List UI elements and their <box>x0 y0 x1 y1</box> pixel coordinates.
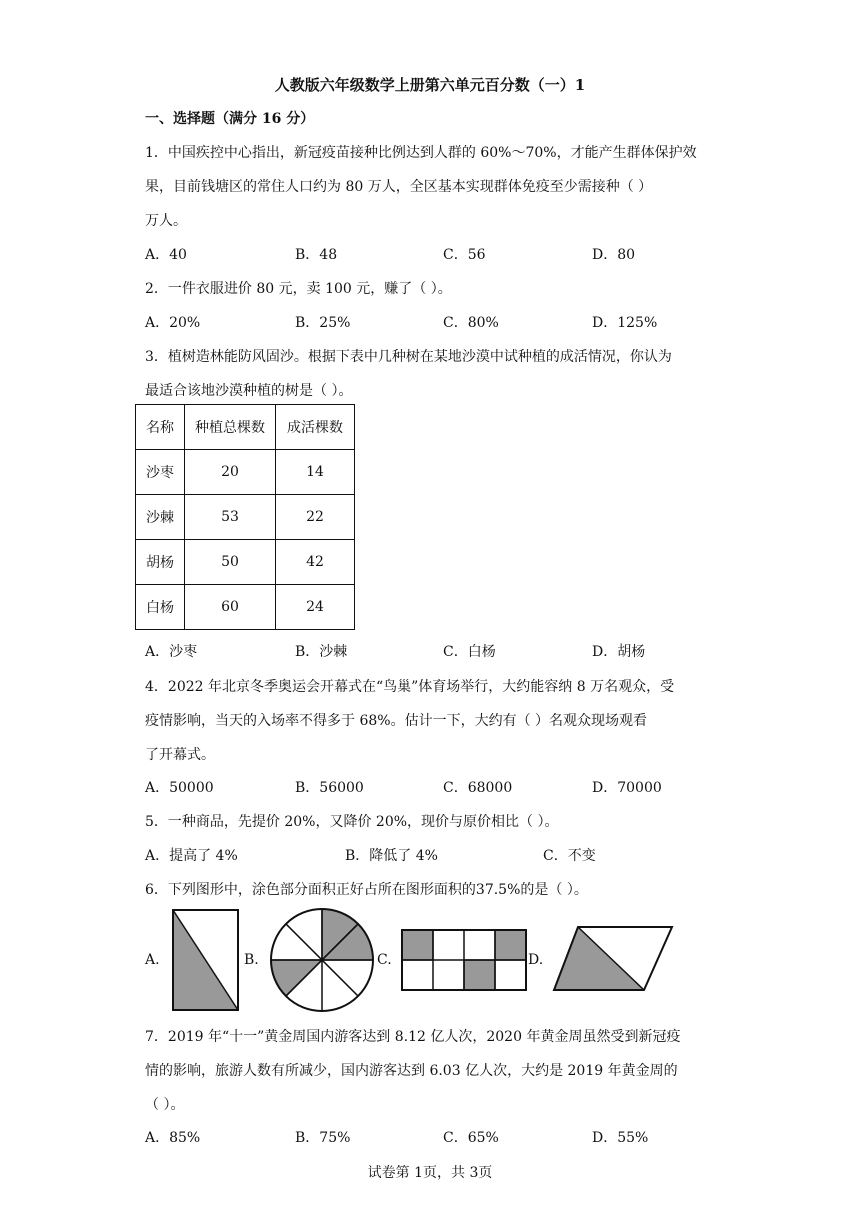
table-row <box>136 450 355 495</box>
q2-line-1: 2．一件衣服进价 80 元，卖 100 元，赚了（ ）。 <box>145 281 452 297</box>
q7-line-1: 7．2019 年“十一”黄金周国内游客达到 8.12 亿人次，2020 年黄金周虽然受到新冠疫 <box>145 1029 681 1045</box>
q4-option-b[interactable]: B．56000 <box>295 780 364 796</box>
q4-line-1: 4．2022 年北京冬季奥运会开幕式在“鸟巢”体育场举行，大约能容纳 8 万名观众，受 <box>145 679 675 695</box>
section-heading: 一、选择题（满分 16 分） <box>145 111 315 127</box>
table-header-cell: 成活棵数 <box>276 405 355 450</box>
table-cell: 53 <box>185 495 276 540</box>
q4-option-c[interactable]: C．68000 <box>443 780 513 796</box>
q1-option-d[interactable]: D．80 <box>592 247 636 263</box>
q7-option-a[interactable]: A．85% <box>145 1130 201 1146</box>
q1-line-2: 果，目前钱塘区的常住人口约为 80 万人，全区基本实现群体免疫至少需接种（ ） <box>145 179 653 195</box>
table-cell: 20 <box>185 450 276 495</box>
q3-options <box>145 641 745 661</box>
table-cell: 50 <box>185 540 276 585</box>
q7-options <box>145 1127 745 1147</box>
table-cell: 24 <box>276 585 355 630</box>
q6-label-b[interactable]: B. <box>244 952 259 968</box>
survival-table <box>135 404 355 630</box>
q1-option-b[interactable]: B．48 <box>295 247 338 263</box>
figure-c-grid[interactable] <box>400 928 528 992</box>
q2-option-a[interactable]: A．20% <box>145 315 201 331</box>
q7-option-b[interactable]: B．75% <box>295 1130 351 1146</box>
q1-line-1: 1．中国疾控中心指出，新冠疫苗接种比例达到人群的 60%～70%，才能产生群体保护效 <box>145 145 697 161</box>
q2-option-d[interactable]: D．125% <box>592 315 658 331</box>
page-title: 人教版六年级数学上册第六单元百分数（一）1 <box>274 76 586 94</box>
q1-line-3: 万人。 <box>145 213 187 229</box>
table-cell: 沙枣 <box>136 450 185 495</box>
q7-option-d[interactable]: D．55% <box>592 1130 649 1146</box>
q6-label-a[interactable]: A. <box>145 952 160 968</box>
figure-a-rectangle[interactable] <box>170 907 242 1013</box>
table-header-cell: 种植总棵数 <box>185 405 276 450</box>
q4-option-a[interactable]: A．50000 <box>145 780 214 796</box>
q5-option-a[interactable]: A．提高了 4% <box>145 848 238 864</box>
q2-options <box>145 312 745 332</box>
figure-d-parallelogram[interactable] <box>552 924 676 994</box>
table-header-cell: 名称 <box>136 405 185 450</box>
q7-option-c[interactable]: C．65% <box>443 1130 499 1146</box>
q7-line-3: （ ）。 <box>145 1097 185 1113</box>
q4-options <box>145 777 745 797</box>
q6-label-c[interactable]: C. <box>377 952 392 968</box>
q1-option-a[interactable]: A．40 <box>145 247 187 263</box>
table-cell: 白杨 <box>136 585 185 630</box>
q3-option-d[interactable]: D．胡杨 <box>592 644 646 660</box>
table-row <box>136 495 355 540</box>
figure-b-circle[interactable] <box>268 906 376 1014</box>
q3-line-2: 最适合该地沙漠种植的树是（ ）。 <box>145 383 353 399</box>
q2-option-b[interactable]: B．25% <box>295 315 351 331</box>
q4-line-2: 疫情影响，当天的入场率不得多于 68%。估计一下，大约有（ ）名观众现场观看 <box>145 713 648 729</box>
q6-label-d[interactable]: D. <box>528 952 544 968</box>
q4-option-d[interactable]: D．70000 <box>592 780 662 796</box>
figure-b-shaded-sector <box>271 960 322 996</box>
table-header-row <box>136 405 355 450</box>
q3-option-c[interactable]: C．白杨 <box>443 644 496 660</box>
table-cell: 沙棘 <box>136 495 185 540</box>
q5-option-c[interactable]: C．不变 <box>543 848 596 864</box>
table-row <box>136 585 355 630</box>
table-cell: 14 <box>276 450 355 495</box>
q1-option-c[interactable]: C．56 <box>443 247 486 263</box>
table-cell: 42 <box>276 540 355 585</box>
table-cell: 60 <box>185 585 276 630</box>
q7-line-2: 情的影响，旅游人数有所减少，国内游客达到 6.03 亿人次，大约是 2019 年黄金周的 <box>145 1063 678 1079</box>
q3-option-a[interactable]: A．沙枣 <box>145 644 198 660</box>
table-cell: 22 <box>276 495 355 540</box>
page-footer: 试卷第 1页，共 3页 <box>367 1165 493 1181</box>
q1-options <box>145 244 745 264</box>
q5-options <box>145 845 745 865</box>
q6-line-1: 6．下列图形中，涂色部分面积正好占所在图形面积的37.5%的是（ ）。 <box>145 882 588 898</box>
table-row <box>136 540 355 585</box>
figure-c-shaded-cell <box>402 930 433 960</box>
figure-c-shaded-cell <box>464 960 495 990</box>
q2-option-c[interactable]: C．80% <box>443 315 499 331</box>
figure-d-shade <box>554 927 644 990</box>
q5-option-b[interactable]: B．降低了 4% <box>345 848 438 864</box>
q3-option-b[interactable]: B．沙棘 <box>295 644 348 660</box>
q5-line-1: 5．一种商品，先提价 20%，又降价 20%，现价与原价相比（ ）。 <box>145 814 559 830</box>
q3-line-1: 3．植树造林能防风固沙。根据下表中几种树在某地沙漠中试种植的成活情况，你认为 <box>145 349 672 365</box>
q4-line-3: 了开幕式。 <box>145 747 215 763</box>
figure-c-shaded-cell <box>495 930 526 960</box>
table-cell: 胡杨 <box>136 540 185 585</box>
